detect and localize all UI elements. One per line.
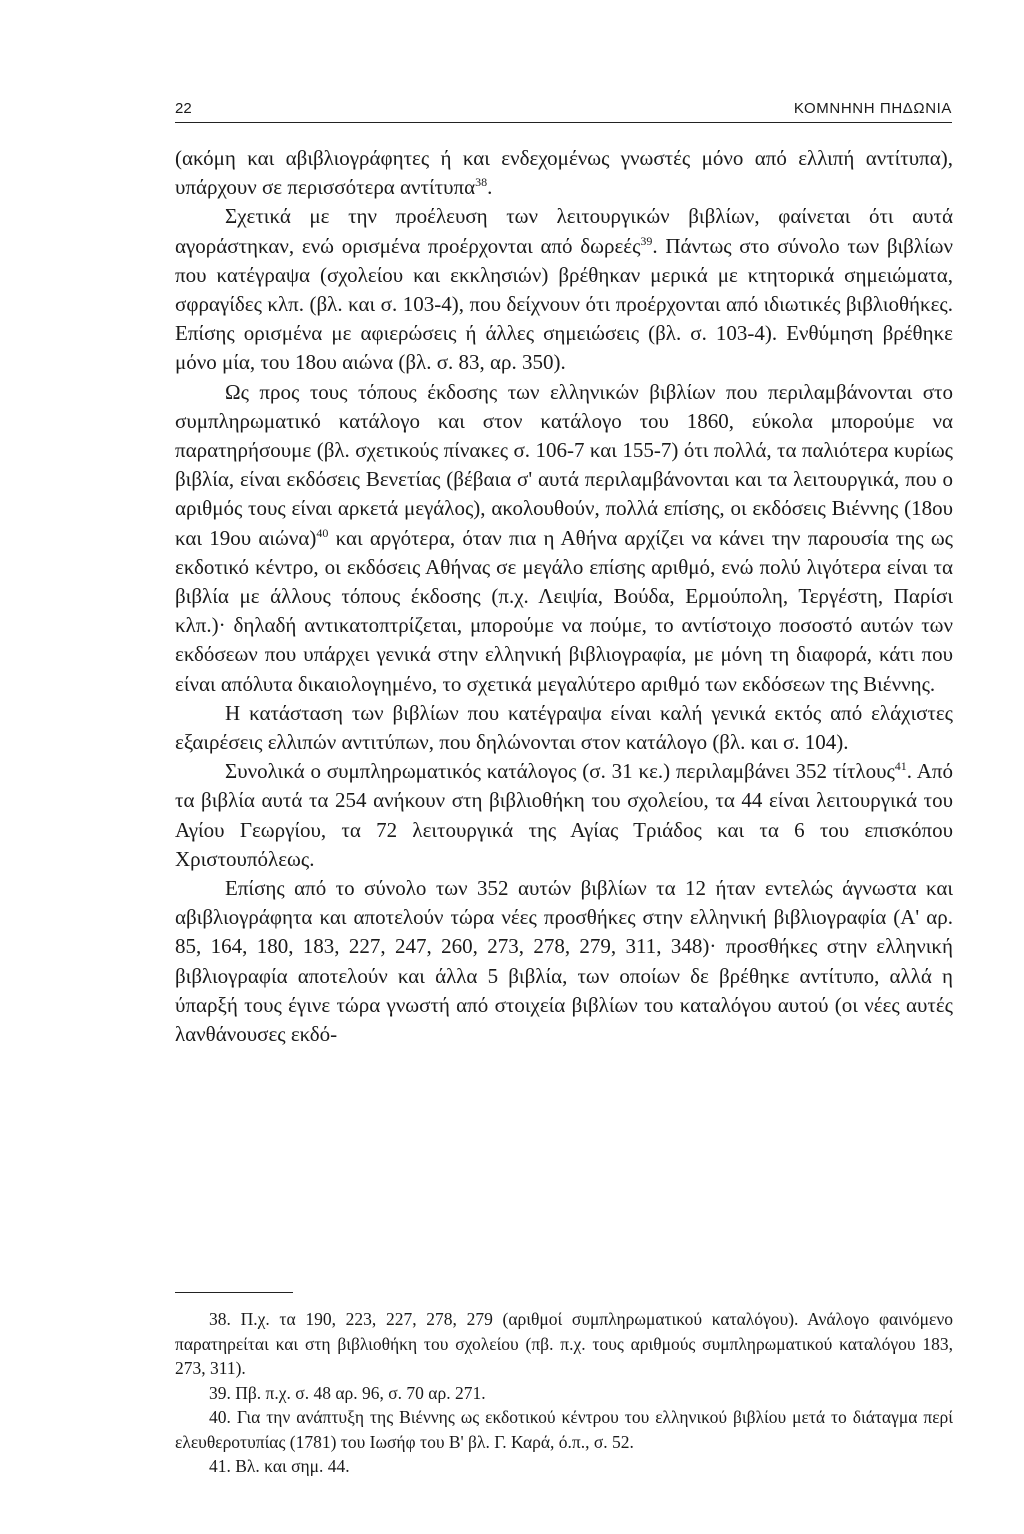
footnote-39: 39. Πβ. π.χ. σ. 48 αρ. 96, σ. 70 αρ. 271. xyxy=(209,1382,486,1403)
footnotes xyxy=(175,1307,953,1479)
paragraph-1 xyxy=(175,144,953,202)
paragraph-2 xyxy=(175,202,953,377)
page-number: 22 xyxy=(175,100,192,117)
paragraph-text: . xyxy=(487,175,493,200)
paragraph-text: (ακόμη και αβιβλιογράφητες ή και ενδεχομένως γνωστές μόνο από ελλιπή αντίτυπα), υπάρχουν σε περισσότερα αντίτυπα xyxy=(175,146,953,200)
footnote-ref-40: 40 xyxy=(316,525,329,540)
main-text xyxy=(175,144,953,1049)
footnote-ref-38: 38 xyxy=(475,175,488,190)
paragraph-6: Επίσης από το σύνολο των 352 αυτών βιβλίων τα 12 ήταν εντελώς άγνωστα και αβιβλιογράφητα και αποτελούν τώρα νέες προσθήκες στην ελληνική βιβλιογραφία (Α' αρ. 85, 164, 180, 183, 227, 247, 260, 273, 278, 279, 311, 348)· προσθήκες στην ελληνική βιβλιογραφία αποτελούν και άλλα 5 βιβλία, των οποίων δε βρέθηκε αντίτυπο, αλλά η ύπαρξή τους έγινε τώρα γνωστή από στοιχεία βιβλίων του καταλόγου αυτού (οι νέες αυτές λανθάνουσες εκδό- xyxy=(175,876,953,1047)
footnote-separator xyxy=(175,1292,293,1293)
paragraph-text: . Πάντως στο σύνολο των βιβλίων που κατέγραψα (σχολείου και εκκλησιών) βρέθηκαν μερικά με κτητορικά σημειώματα, σφραγίδες κλπ. (βλ. και σ. 103-4), που δείχνουν ότι προέρχονται από ιδιωτικές βιβλιοθήκες. Επίσης ορισμένα με αφιερώσεις ή άλλες σημειώσεις (βλ. σ. 103-4). Ενθύμηση βρέθηκε μόνο μία, του 18ου αιώνα (βλ. σ. 83, αρ. 350). xyxy=(175,233,953,375)
paragraph-text: Ως προς τους τόπους έκδοσης των ελληνικών βιβλίων που περιλαμβάνονται στο συμπληρωματικό κατάλογο και στον κατάλογο του 1860, εύκολα μπορούμε να παρατηρήσουμε (βλ. σχετικούς πίνακες σ. 106-7 και 155-7) ότι πολλά, τα παλιότερα κυρίως βιβλία, είναι εκδόσεις Βενετίας (βέβαια σ' αυτά περιλαμβάνονται και τα λειτουργικά, που ο αριθμός τους είναι αρκετά μεγάλος), ακολουθούν, πολλά επίσης, οι εκδόσεις Βιέννης (18ου και 19ου αιώνα) xyxy=(175,379,953,550)
footnote-ref-41: 41 xyxy=(894,759,907,774)
paragraph-text: και αργότερα, όταν πια η Αθήνα αρχίζει να κάνει την παρουσία της ως εκδοτικό κέντρο, οι εκδόσεις Αθήνας σε μεγάλο επίσης αριθμό, ενώ πολύ λιγότερα είναι τα βιβλία με άλλους τόπους έκδοσης (π.χ. Λειψία, Βούδα, Ερμούπολη, Τεργέστη, Παρίσι κλπ.)· δηλαδή αντικατοπτρίζεται, μπορούμε να πούμε, το αντίστοιχο ποσοστό αυτών των εκδόσεων που υπάρχει γενικά στην ελληνική βιβλιογραφία, με μόνη τη διαφορά, κάτι που είναι απόλυτα δικαιολογημένο, το σχετικά μεγαλύτερο αριθμό των εκδόσεων της Βιέννης. xyxy=(175,525,953,696)
page-header xyxy=(175,98,952,123)
running-head: ΚΟΜΝΗΝΗ ΠΗΔΩΝΙΑ xyxy=(793,100,952,117)
footnote-40: 40. Για την ανάπτυξη της Βιέννης ως εκδοτικού κέντρου του ελληνικού βιβλίου μετά το διάταγμα περί ελευθεροτυπίας (1781) του Ιωσήφ του Β' βλ. Γ. Καρά, ό.π., σ. 52. xyxy=(175,1407,953,1452)
paragraph-text: Σχετικά με την προέλευση των λειτουργικών βιβλίων, φαίνεται ότι αυτά αγοράστηκαν, ενώ ορισμένα προέρχονται από δωρεές xyxy=(175,204,953,258)
paragraph-3 xyxy=(175,378,953,699)
paragraph-text: Συνολικά ο συμπληρωματικός κατάλογος (σ. 31 κε.) περιλαμβάνει 352 τίτλους xyxy=(225,759,895,784)
paragraph-5 xyxy=(175,757,953,874)
footnote-ref-39: 39 xyxy=(640,233,653,248)
footnote-41: 41. Βλ. και σημ. 44. xyxy=(209,1456,350,1476)
paragraph-text: . Από τα βιβλία αυτά τα 254 ανήκουν στη βιβλιοθήκη του σχολείου, τα 44 είναι λειτουργικά του Αγίου Γεωργίου, τα 72 λειτουργικά της Αγίας Τριάδος και τα 6 του επισκόπου Χριστουπόλεως. xyxy=(175,759,953,871)
paragraph-4: Η κατάσταση των βιβλίων που κατέγραψα είναι καλή γενικά εκτός από ελάχιστες εξαιρέσεις ελλιπών αντιτύπων, που δηλώνονται στον κατάλογο (βλ. και σ. 104). xyxy=(175,700,953,755)
footnote-38: 38. Π.χ. τα 190, 223, 227, 278, 279 (αριθμοί συμπληρωματικού καταλόγου). Ανάλογο φαινόμενο παρατηρείται και στη βιβλιοθήκη του σχολείου (πβ. π.χ. τους αριθμούς συμπληρωματικού καταλόγου 183, 273, 311). xyxy=(175,1309,953,1378)
